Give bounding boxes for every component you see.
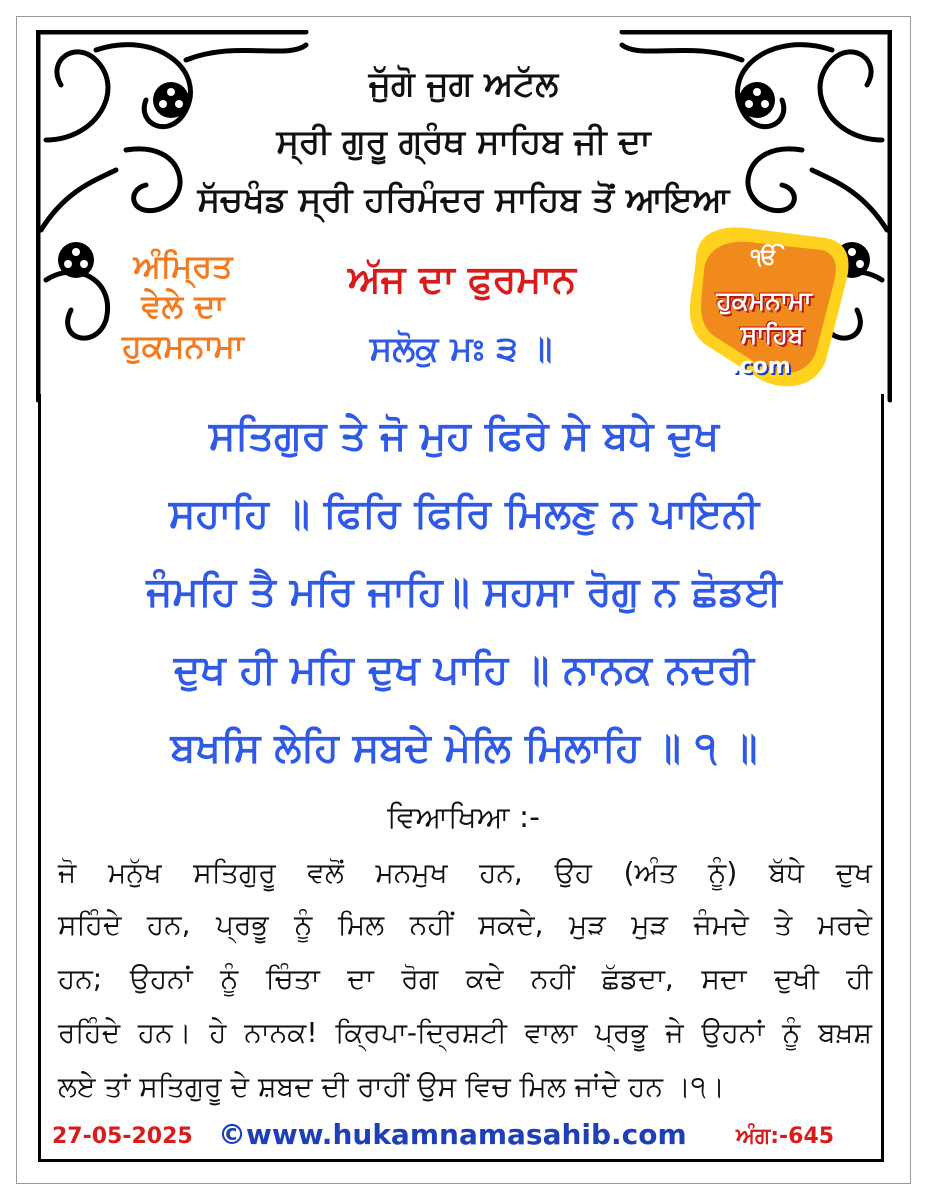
meaning-line: ਹਨ; ਉਹਨਾਂ ਨੂੰ ਚਿੰਤਾ ਦਾ ਰੋਗ ਕਦੇ ਨਹੀਂ ਛੱਡਦਾ, ਸਦਾ ਦੁਖੀ ਹੀ [58, 962, 872, 995]
gurbani-line: ਦੁਖ ਹੀ ਮਹਿ ਦੁਖ ਪਾਹਿ ॥ ਨਾਨਕ ਨਦਰੀ [173, 647, 755, 693]
meaning-line: ਲਏ ਤਾਂ ਸਤਿਗੁਰੂ ਦੇ ਸ਼ਬਦ ਦੀ ਰਾਹੀਂ ਉਸ ਵਿਚ ਮਿਲ ਜਾਂਦੇ ਹਨ ।੧। [58, 1070, 725, 1103]
header-line-2: ਸ੍ਰੀ ਗੁਰੂ ਗ੍ਰੰਥ ਸਾਹਿਬ ਜੀ ਦਾ [276, 122, 651, 162]
gurbani-line: ਬਖਸਿ ਲੇਹਿ ਸਬਦੇ ਮੇਲਿ ਮਿਲਾਹਿ ॥ ੧ ॥ [170, 725, 758, 771]
ik-onkar-symbol: ੴ [750, 245, 778, 270]
hukamnama-date: 27-05-2025 [52, 1124, 193, 1149]
amrit-line-2: ਵੇਲੇ ਦਾ [141, 287, 225, 325]
page-title: ਅੱਜ ਦਾ ਫੁਰਮਾਨ [348, 257, 576, 301]
logo-line-2: ਸਾਹਿਬ [740, 320, 804, 349]
amrit-line-1: ਅੰਮ੍ਰਿਤ [133, 247, 233, 285]
header-line-1: ਜੁੱਗੋ ਜੁਗ ਅਟੱਲ [368, 64, 559, 104]
gurbani-line: ਸਹਾਹਿ ॥ ਫਿਰਿ ਫਿਰਿ ਮਿਲਣੁ ਨ ਪਾਇਨੀ [168, 491, 760, 537]
vyakhya-label: ਵਿਆਖਿਆ :- [387, 800, 540, 835]
amrit-vele-label [88, 246, 278, 366]
meaning-line: ਰਹਿੰਦੇ ਹਨ। ਹੇ ਨਾਨਕ! ਕ੍ਰਿਪਾ-ਦ੍ਰਿਸ਼ਟੀ ਵਾਲਾ ਪ੍ਰਭੂ ਜੇ ਉਹਨਾਂ ਨੂੰ ਬਖ਼ਸ਼ [58, 1016, 872, 1049]
meaning-line: ਜੋ ਮਨੁੱਖ ਸਤਿਗੁਰੂ ਵਲੋਂ ਮਨਮੁਖ ਹਨ, ਉਹ (ਅੰਤ ਨੂੰ) ਬੱਧੇ ਦੁਖ [58, 856, 872, 889]
gurbani-line: ਸਤਿਗੁਰ ਤੇ ਜੋ ਮੁਹ ਫਿਰੇ ਸੇ ਬਧੇ ਦੁਖ [208, 413, 720, 459]
website-link[interactable]: ©www.hukamnamasahib.com [218, 1118, 687, 1151]
header-line-3: ਸੱਚਖੰਡ ਸ੍ਰੀ ਹਰਿਮੰਦਰ ਸਾਹਿਬ ਤੋਂ ਆਇਆ [197, 180, 730, 220]
meaning-line: ਸਹਿੰਦੇ ਹਨ, ਪ੍ਰਭੂ ਨੂੰ ਮਿਲ ਨਹੀਂ ਸਕਦੇ, ਮੁੜ ਮੁੜ ਜੰਮਦੇ ਤੇ ਮਰਦੇ [58, 908, 872, 941]
amrit-line-3: ਹੁਕਮਨਾਮਾ [122, 327, 244, 365]
ang-number: ਅੰਗ:-645 [736, 1124, 835, 1149]
logo-line-1: ਹੁਕਮਨਾਮਾ [716, 286, 812, 315]
salok-heading: ਸਲੋਕੁ ਮਃ ੩ ॥ [369, 329, 553, 369]
logo-line-3: .com [731, 354, 791, 379]
gurbani-line: ਜੰਮਹਿ ਤੈ ਮਰਿ ਜਾਹਿ॥ ਸਹਸਾ ਰੋਗੁ ਨ ਛੋਡਈ [146, 569, 782, 615]
hukamnama-sahib-logo [676, 220, 852, 396]
